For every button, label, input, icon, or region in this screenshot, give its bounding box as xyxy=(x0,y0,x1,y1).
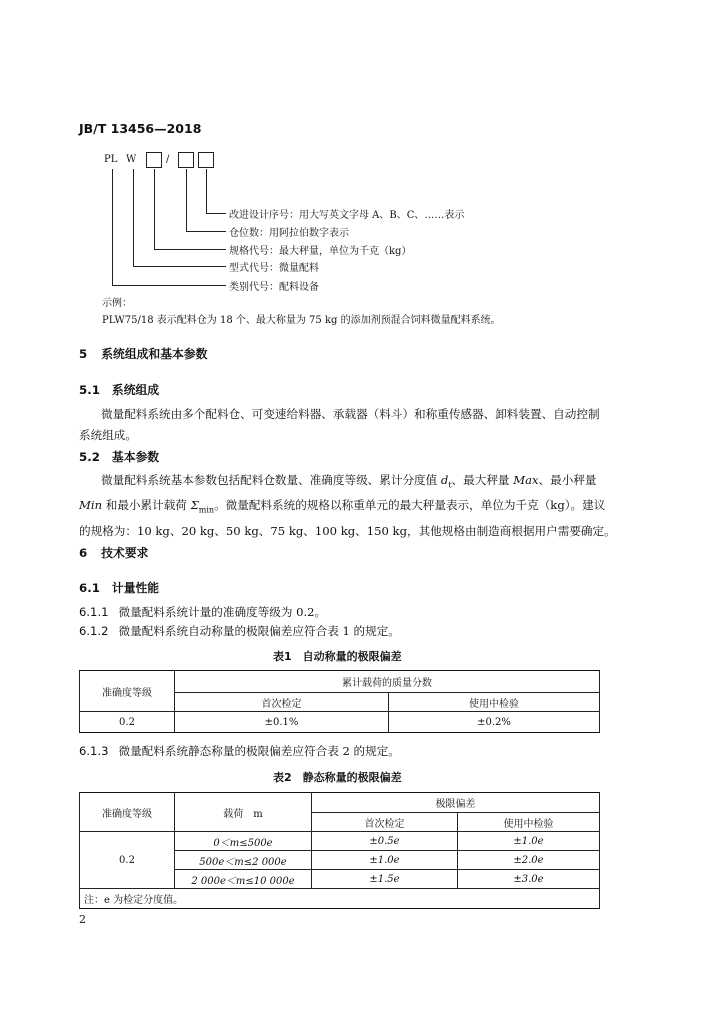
code-pl: PL xyxy=(104,154,118,165)
example-text: PLW75/18 表示配料仓为 18 个、最大称量为 75 kg 的添加剂预混合饲料微量配料系统。 xyxy=(102,315,501,326)
table-2-cell-load: 500e＜m≤2 000e xyxy=(175,851,312,870)
table-2-header-first: 首次检定 xyxy=(312,813,458,832)
table-row xyxy=(80,832,600,851)
table-2-cell-first: ±0.5e xyxy=(312,832,458,851)
section-5-2-paragraph: 微量配料系统基本参数包括配料仓数量、准确度等级、累计分度值 $d_t$、最大秤量 Max、最小秤量 Min 和最小累计载荷 $\Sigma_{min}$。微量配料系统的规格以称重单元的最大秤量表示，单位为千克（kg）。建议 的规格为：10 kg、20 kg、50 kg、75 kg、100 kg、150 kg，其他规格由制造商根据用户需要确定。 xyxy=(79,473,616,538)
section-6-1-3: 6.1.3 微量配料系统静态称量的极限偏差应符合表 2 的规定。 xyxy=(79,744,400,758)
section-6-1-heading: 6.1 计量性能 xyxy=(79,581,160,595)
table-2-cell-use: ±1.0e xyxy=(458,832,600,851)
table-1 xyxy=(79,670,600,733)
table-2-cell-use: ±2.0e xyxy=(458,851,600,870)
page-number: 2 xyxy=(79,913,86,926)
code-label-class: 类别代号：配料设备 xyxy=(229,282,319,293)
table-2-header-grade: 准确度等级 xyxy=(80,793,175,832)
table-2-cell-use: ±3.0e xyxy=(458,870,600,889)
table-2-note: 注：e 为检定分度值。 xyxy=(80,889,600,909)
table-1-header-first: 首次检定 xyxy=(175,693,389,712)
table-2-caption: 表2 静态称量的极限偏差 xyxy=(273,771,402,784)
code-w: W xyxy=(126,154,137,165)
section-5-heading: 5 系统组成和基本参数 xyxy=(79,347,208,361)
example-heading: 示例： xyxy=(102,298,132,309)
code-label-revision: 改进设计序号：用大写英文字母 A、B、C、……表示 xyxy=(229,210,465,221)
section-6-1-2: 6.1.2 微量配料系统自动称量的极限偏差应符合表 1 的规定。 xyxy=(79,624,400,638)
code-box-revision xyxy=(198,152,214,168)
section-6-heading: 6 技术要求 xyxy=(79,546,149,560)
table-2 xyxy=(79,792,600,909)
code-label-spec: 规格代号：最大秤量，单位为千克（kg） xyxy=(229,246,412,257)
section-5-1-heading: 5.1 系统组成 xyxy=(79,383,160,397)
table-2-header-group: 极限偏差 xyxy=(312,793,600,813)
table-2-header-use: 使用中检验 xyxy=(458,813,600,832)
table-2-header-load: 载荷 m xyxy=(175,793,312,832)
table-1-header-use: 使用中检验 xyxy=(389,693,600,712)
code-slash: / xyxy=(166,154,170,165)
code-box-bins xyxy=(178,152,194,168)
table-1-cell-use: ±0.2% xyxy=(389,712,600,733)
table-2-cell-grade: 0.2 xyxy=(80,832,175,889)
table-1-cell-first: ±0.1% xyxy=(175,712,389,733)
table-2-cell-first: ±1.0e xyxy=(312,851,458,870)
code-label-type: 型式代号：微量配料 xyxy=(229,263,319,274)
table-2-cell-load: 0＜m≤500e xyxy=(175,832,312,851)
code-label-bins: 仓位数：用阿拉伯数字表示 xyxy=(229,228,349,239)
table-1-caption: 表1 自动称量的极限偏差 xyxy=(273,650,402,663)
standard-id: JB/T 13456—2018 xyxy=(79,121,202,136)
section-5-2-heading: 5.2 基本参数 xyxy=(79,450,160,464)
section-5-1-paragraph: 微量配料系统由多个配料仓、可变速给料器、承载器（料斗）和称重传感器、卸料装置、自动控制 系统组成。 xyxy=(79,407,600,442)
table-2-cell-first: ±1.5e xyxy=(312,870,458,889)
table-2-cell-load: 2 000e＜m≤10 000e xyxy=(175,870,312,889)
table-1-header-group: 累计载荷的质量分数 xyxy=(175,671,600,693)
code-box-spec xyxy=(146,152,162,168)
table-row xyxy=(80,712,600,733)
table-1-header-grade: 准确度等级 xyxy=(80,671,175,712)
section-6-1-1: 6.1.1 微量配料系统计量的准确度等级为 0.2。 xyxy=(79,605,327,619)
table-1-cell-grade: 0.2 xyxy=(80,712,175,733)
